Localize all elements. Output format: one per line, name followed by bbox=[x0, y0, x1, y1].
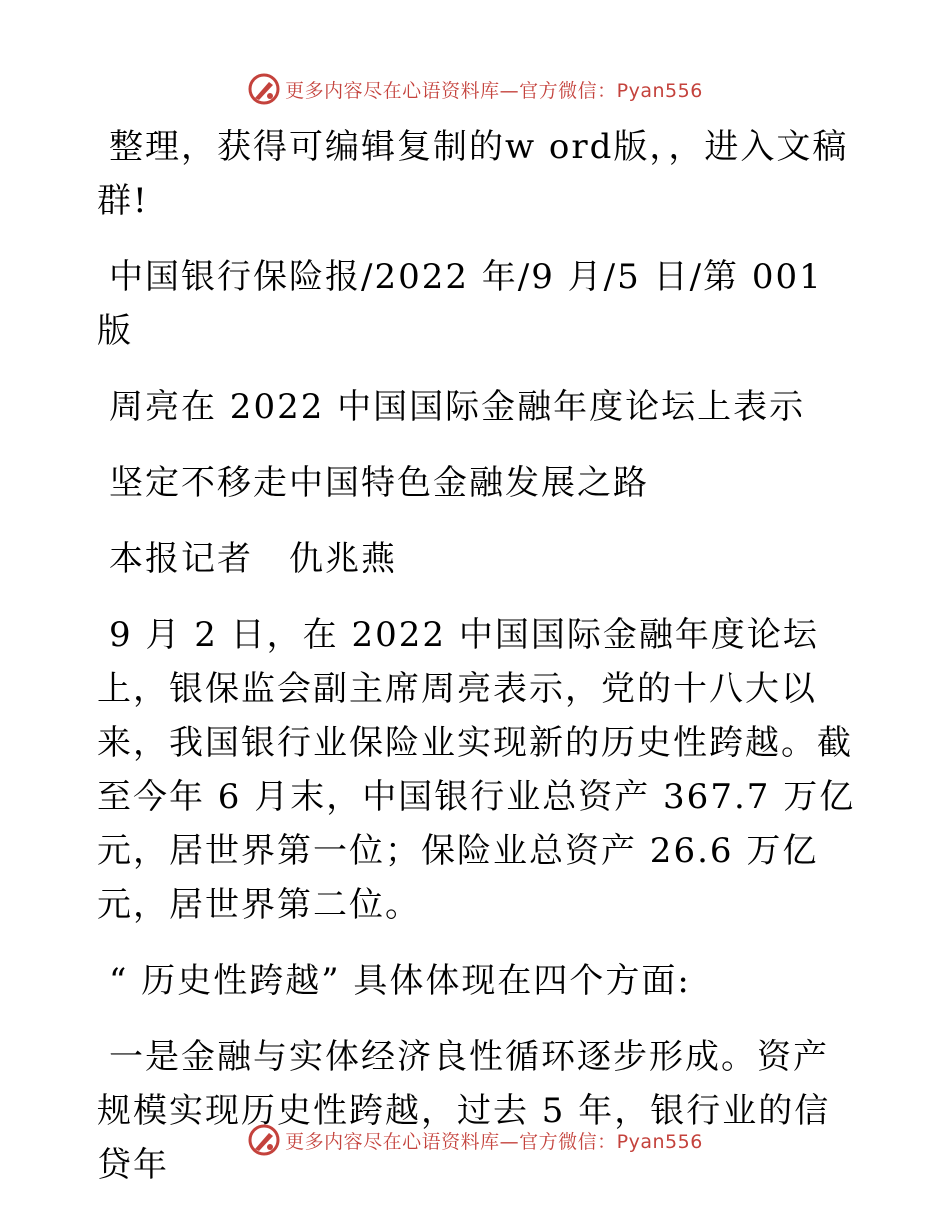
watermark-header bbox=[0, 72, 950, 106]
watermark-text: 更多内容尽在心语资料库—官方微信：Pyan556 bbox=[285, 79, 703, 102]
pen-logo-icon bbox=[247, 72, 281, 106]
byline: 本报记者 仇兆燕 bbox=[109, 539, 397, 579]
body-paragraph: 9 月 2 日，在 2022 中国国际金融年度论坛上，银保监会副主席周亮表示，党的十八大以来，我国银行业保险业实现新的历史性跨越。截至今年 6 月末，中国银行业总资产 367.7 万亿元，居世界第一位；保险业总资产 26.6 万亿元，居世界第二位。 bbox=[97, 615, 856, 925]
intro-line: 整理，获得可编辑复制的w ord版，，进入文稿群! bbox=[97, 127, 849, 221]
source-line: 中国银行保险报/2022 年/9 月/5 日/第 001 版 bbox=[97, 257, 823, 351]
subtitle: 周亮在 2022 中国国际金融年度论坛上表示 bbox=[109, 387, 806, 427]
pen-logo-icon bbox=[247, 1123, 281, 1157]
watermark-text: 更多内容尽在心语资料库—官方微信：Pyan556 bbox=[285, 1130, 703, 1153]
headline: 坚定不移走中国特色金融发展之路 bbox=[109, 463, 649, 503]
document-body bbox=[97, 120, 857, 1214]
body-paragraph: 一是金融与实体经济良性循环逐步形成。资产规模实现历史性跨越，过去 5 年，银行业的信贷年 bbox=[97, 1037, 831, 1185]
body-paragraph: “ 历史性跨越” 具体体现在四个方面: bbox=[109, 961, 691, 1001]
watermark-footer bbox=[0, 1123, 950, 1157]
